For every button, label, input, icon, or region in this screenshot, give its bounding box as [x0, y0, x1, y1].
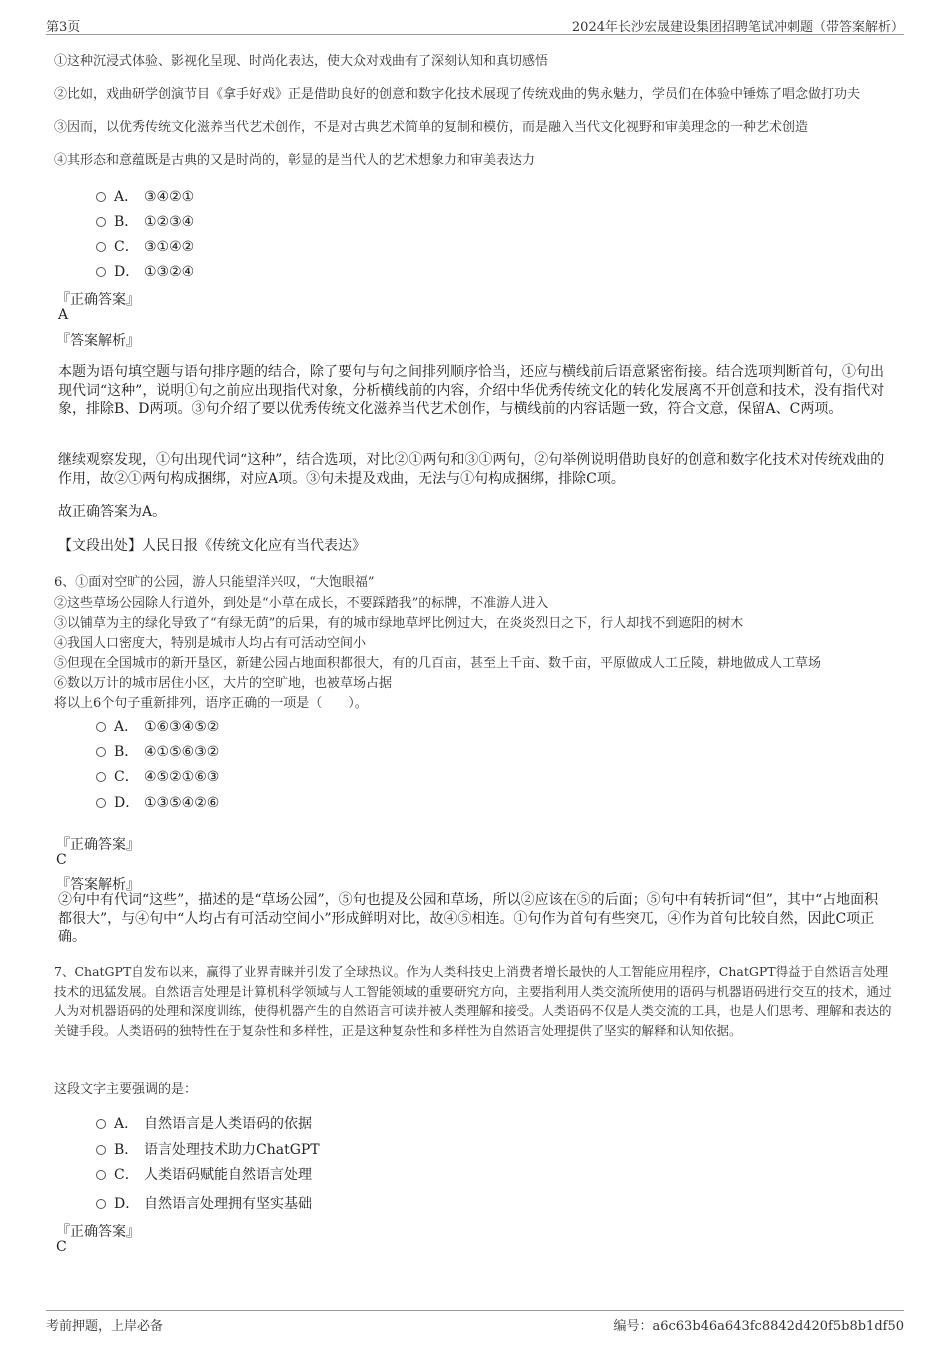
q7-option-a[interactable] — [96, 1113, 312, 1133]
radio-icon[interactable] — [96, 1199, 106, 1209]
q5-source: 【文段出处】人民日报《传统文化应有当代表达》 — [58, 538, 366, 554]
option-text: 人类语码赋能自然语言处理 — [144, 1167, 312, 1183]
q6-analysis-title: 『答案解析』 — [56, 877, 140, 893]
option-label: A． — [114, 189, 139, 205]
option-label: A． — [114, 1116, 139, 1132]
option-text: ③④②① — [144, 189, 195, 205]
q6-stem-line-1: 6、①面对空旷的公园，游人只能望洋兴叹，“大饱眼福” — [54, 575, 375, 590]
option-text: ④①⑤⑥③② — [144, 744, 220, 760]
q5-analysis-title: 『答案解析』 — [56, 333, 140, 349]
radio-icon[interactable] — [96, 1145, 106, 1155]
option-text: ①⑥③④⑤② — [144, 719, 220, 735]
radio-icon[interactable] — [96, 1119, 106, 1129]
option-label: A． — [114, 719, 139, 735]
q5-analysis-paragraph-3: 故正确答案为A。 — [58, 504, 167, 520]
document-title: 2024年长沙宏晟建设集团招聘笔试冲刺题（带答案解析） — [571, 20, 904, 35]
page-number: 第3页 — [46, 20, 81, 35]
radio-icon[interactable] — [96, 242, 106, 252]
option-label: C． — [114, 239, 139, 255]
q7-stem: 7、ChatGPT自发布以来，赢得了业界青睐并引发了全球热议。作为人类科技史上消费者增长最快的人工智能应用程序，ChatGPT得益于自然语言处理技术的迅猛发展。自然语言处理是计算机科学领域与人工智能领域的重要研究方向，主要指利用人类交流所使用的语码与机器语码进行交互的技术，通过人为对机器语码的处理和深度训练，使得机器产生的自然语言可读并被人类理解和接受。人类语码不仅是人类交流的工具，也是人们思考、理解和表达的关键手段。人类语码的独特性在于复杂性和多样性，正是这种复杂性和多样性为自然语言处理提供了坚实的解释和认知依据。 — [54, 964, 892, 1038]
q6-analysis: ②句中有代词“这些”，描述的是“草场公园”，⑤句也提及公园和草场，所以②应该在⑤的后面；⑤句中有转折词“但”，其中“占地面积都很大”，与④句中“人均占有可活动空间小”形成鲜明对比，故④⑤相连。①句作为首句有些突兀，④作为首句比较自然，因此C项正确。 — [58, 892, 879, 945]
document-id: 编号：a6c63b46a643fc8842d420f5b8b1df50 — [613, 1319, 904, 1334]
option-text: ④⑤②①⑥③ — [144, 769, 220, 785]
q6-answer: C — [56, 852, 67, 868]
q5-option-b[interactable] — [96, 211, 194, 231]
option-text: 自然语言是人类语码的依据 — [144, 1116, 312, 1132]
q5-answer: A — [58, 307, 69, 323]
option-text: 语言处理技术助力ChatGPT — [144, 1142, 320, 1158]
page-footer — [46, 1310, 904, 1333]
q6-option-d[interactable] — [96, 792, 219, 812]
q6-stem-line-4: ④我国人口密度大，特别是城市人均占有可活动空间小 — [54, 636, 367, 651]
radio-icon[interactable] — [96, 217, 106, 227]
q5-option-a[interactable] — [96, 186, 194, 206]
radio-icon[interactable] — [96, 772, 106, 782]
q5-analysis-paragraph-1: 本题为语句填空题与语句排序题的结合，除了要句与句之间排列顺序恰当，还应与横线前后语意紧密衔接。结合选项判断首句，①句出现代词“这种”，说明①句之前应出现指代对象，分析横线前的内容，介绍中华优秀传统文化的转化发展离不开创意和技术，没有指代对象，排除B、D两项。③句介绍了要以优秀传统文化滋养当代艺术创作，与横线前的内容话题一致，符合文意，保留A、C两项。 — [58, 364, 885, 417]
option-label: C． — [114, 769, 139, 785]
q7-option-c[interactable] — [96, 1164, 312, 1184]
radio-icon[interactable] — [96, 267, 106, 277]
q6-stem-line-6: ⑥数以万计的城市居住小区，大片的空旷地，也被草场占据 — [54, 676, 393, 691]
option-label: B． — [114, 1142, 139, 1158]
radio-icon[interactable] — [96, 747, 106, 757]
q5-sentence-4: ④其形态和意蕴既是古典的又是时尚的，彰显的是当代人的艺术想象力和审美表达力 — [54, 153, 536, 168]
option-label: B． — [114, 744, 139, 760]
radio-icon[interactable] — [96, 1170, 106, 1180]
option-label: D． — [114, 795, 140, 811]
q6-option-c[interactable] — [96, 766, 219, 786]
option-text: ①③②④ — [144, 264, 195, 280]
q6-stem-line-5: ⑤但现在全国城市的新开垦区，新建公园占地面积都很大，有的几百亩，甚至上千亩、数千亩，平原做成人工丘陵，耕地做成人工草场 — [54, 656, 822, 671]
q5-answer-title: 『正确答案』 — [56, 292, 140, 308]
q7-option-b[interactable] — [96, 1139, 320, 1159]
q5-sentence-3: ③因而，以优秀传统文化滋养当代艺术创作，不是对古典艺术简单的复制和模仿，而是融入当代文化视野和审美理念的一种艺术创造 — [54, 120, 809, 135]
option-text: ①②③④ — [144, 214, 195, 230]
radio-icon[interactable] — [96, 798, 106, 808]
q6-question: 将以上6个句子重新排列，语序正确的一项是（ ）。 — [54, 696, 368, 711]
q6-option-a[interactable] — [96, 716, 219, 736]
q5-sentence-2: ②比如，戏曲研学创演节目《拿手好戏》正是借助良好的创意和数字化技术展现了传统戏曲的隽永魅力，学员们在体验中锤炼了唱念做打功夫 — [54, 87, 861, 102]
option-text: ③①④② — [144, 239, 195, 255]
option-text: ①③⑤④②⑥ — [144, 795, 220, 811]
q7-question: 这段文字主要强调的是： — [54, 1082, 198, 1097]
q5-option-d[interactable] — [96, 261, 194, 281]
q5-analysis-paragraph-2: 继续观察发现，①句出现代词“这种”，结合选项，对比②①两句和③①两句，②句举例说明借助良好的创意和数字化技术对传统戏曲的作用，故②①两句构成捆绑，对应A项。③句未提及戏曲，无法与①句构成捆绑，排除C项。 — [58, 452, 885, 487]
option-text: 自然语言处理拥有坚实基础 — [144, 1196, 312, 1212]
q6-option-b[interactable] — [96, 741, 219, 761]
q7-option-d[interactable] — [96, 1193, 312, 1213]
q5-sentence-1: ①这种沉浸式体验、影视化呈现、时尚化表达，使大众对戏曲有了深刻认知和真切感悟 — [54, 54, 549, 69]
radio-icon[interactable] — [96, 722, 106, 732]
option-label: C． — [114, 1167, 139, 1183]
page-header — [46, 14, 904, 35]
footer-slogan: 考前押题，上岸必备 — [46, 1319, 164, 1334]
q5-option-c[interactable] — [96, 236, 194, 256]
q7-answer-title: 『正确答案』 — [56, 1224, 140, 1240]
option-label: B． — [114, 214, 139, 230]
q6-answer-title: 『正确答案』 — [56, 837, 140, 853]
q7-answer: C — [56, 1239, 67, 1255]
radio-icon[interactable] — [96, 192, 106, 202]
q6-stem-line-3: ③以铺草为主的绿化导致了“有绿无荫”的后果，有的城市绿地草坪比例过大，在炎炎烈日之下，行人却找不到遮阳的树木 — [54, 616, 744, 631]
q6-stem-line-2: ②这些草场公园除人行道外，到处是“小草在成长，不要踩踏我”的标牌，不准游人进入 — [54, 596, 549, 611]
option-label: D． — [114, 1196, 140, 1212]
option-label: D． — [114, 264, 140, 280]
